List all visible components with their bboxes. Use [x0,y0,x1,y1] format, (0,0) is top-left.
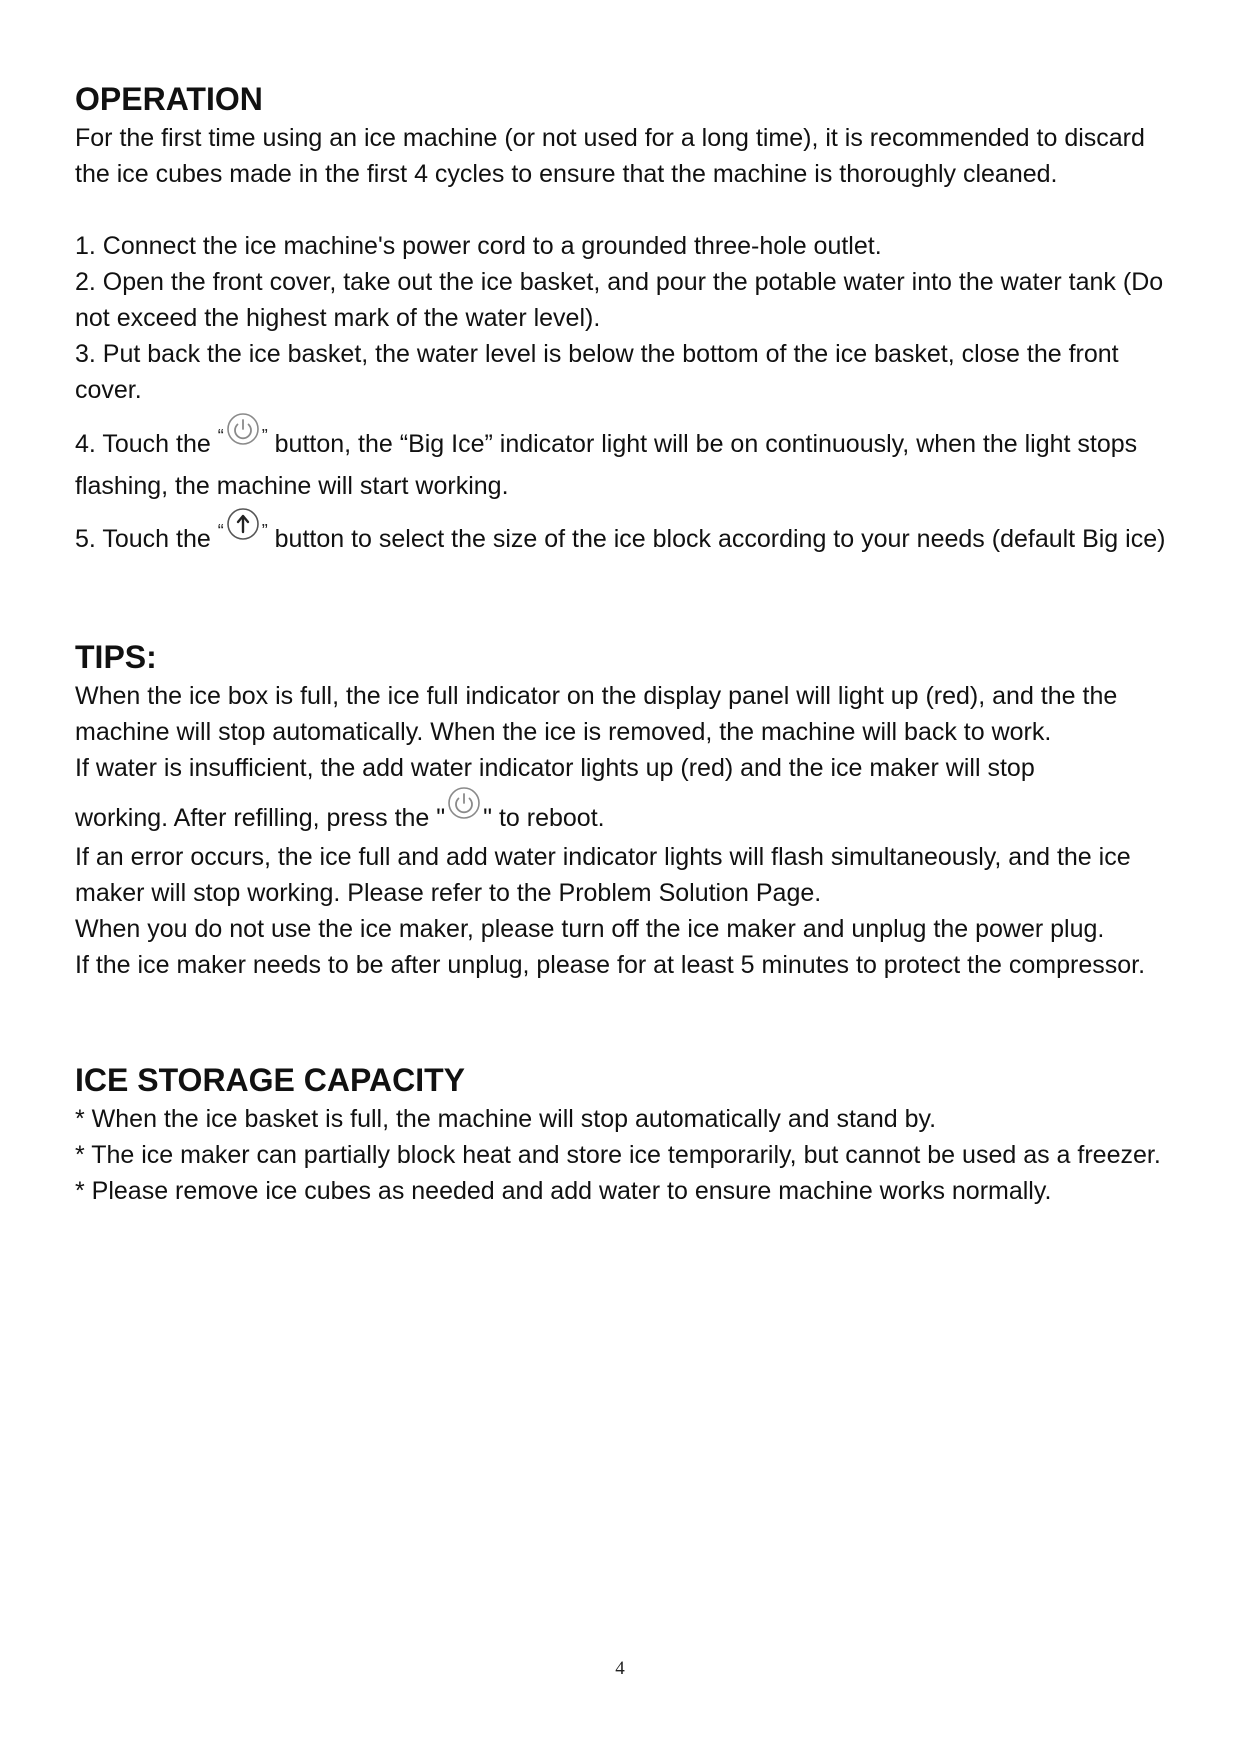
operation-step-1: 1. Connect the ice machine's power cord to a grounded three-hole outlet. [75,232,882,260]
tip-error: If an error occurs, the ice full and add water indicator lights will flash simultaneously, and the ice maker will stop working. Please refer to the Problem Solution Page. [75,843,1131,907]
document-page [75,78,1175,1209]
operation-intro: For the first time using an ice machine (or not used for a long time), it is recommended to discard the ice cubes made in the first 4 cycles to ensure that the machine is thoroughly cleaned. [75,124,1145,188]
storage-heading: ICE STORAGE CAPACITY [75,1062,465,1098]
storage-item-2: * The ice maker can partially block heat and store ice temporarily, but cannot be used as a freezer. [75,1141,1161,1169]
operation-step-5: 5. Touch the “ ” button to select the size of the ice block according to your needs (default Big ice) [75,507,1175,560]
operation-step-2: 2. Open the front cover, take out the ice basket, and pour the potable water into the water tank (Do not exceed the highest mark of the water level). [75,268,1164,332]
operation-step-3: 3. Put back the ice basket, the water level is below the bottom of the ice basket, close the front cover. [75,340,1119,404]
up-arrow-icon [226,507,260,541]
tip-compressor: If the ice maker needs to be after unplug, please for at least 5 minutes to protect the compressor. [75,951,1146,979]
storage-item-1: * When the ice basket is full, the machine will stop automatically and stand by. [75,1105,937,1133]
tip-reboot-line: working. After refilling, press the " " to reboot. [75,786,1175,839]
tip-unplug: When you do not use the ice maker, please turn off the ice maker and unplug the power plug. [75,915,1105,943]
tips-heading: TIPS: [75,639,157,675]
tip-ice-full: When the ice box is full, the ice full indicator on the display panel will light up (red), and the the machine will stop automatically. When the ice is removed, the machine will back to work. [75,682,1118,746]
power-icon [226,412,260,446]
power-icon [447,786,481,820]
operation-step-4: 4. Touch the “ ” button, the “Big Ice” indicator light will be on continuously, when the light stops flashing, the machine will start working. [75,412,1175,507]
page-number: 4 [615,1658,625,1679]
storage-item-3: * Please remove ice cubes as needed and add water to ensure machine works normally. [75,1177,1052,1205]
tip-water-insufficient: If water is insufficient, the add water indicator lights up (red) and the ice maker will stop [75,754,1035,782]
operation-heading: OPERATION [75,81,263,117]
